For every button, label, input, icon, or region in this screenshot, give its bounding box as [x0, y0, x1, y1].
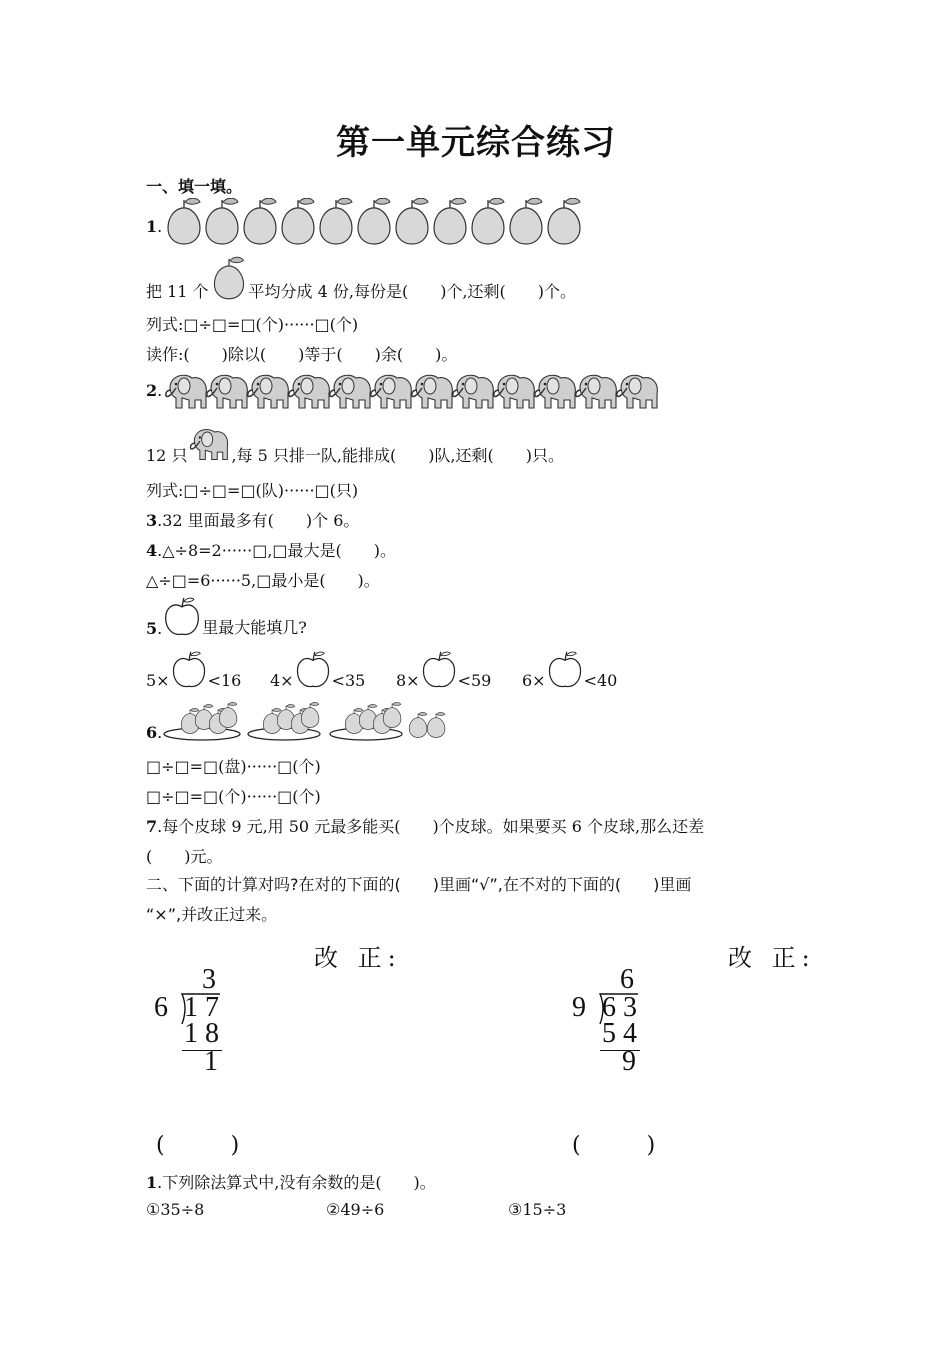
- q3-text: .32 里面最多有( )个 6。: [157, 511, 360, 530]
- q7-number: 7: [146, 817, 158, 836]
- remainder: 9: [622, 1046, 636, 1077]
- q3-number: 3: [146, 511, 158, 530]
- elephant-icon: [494, 375, 535, 408]
- elephant-icon: [166, 375, 207, 408]
- long-division-left: [150, 964, 240, 1076]
- product: 1 8: [184, 1018, 219, 1049]
- pear-images: [162, 198, 602, 248]
- pear-icon: [410, 712, 428, 737]
- answer-box-right[interactable]: ( ): [572, 1133, 656, 1158]
- quotient: 3: [202, 964, 216, 995]
- pear-icon: [358, 198, 390, 244]
- dividend: 1 7: [184, 992, 219, 1023]
- elephant-icon: [248, 375, 289, 408]
- q1-pear-row: 1 .: [146, 198, 602, 248]
- product: 5 4: [602, 1018, 637, 1049]
- pear-icon: [434, 198, 466, 244]
- correction-label-right: 改 正:: [728, 944, 816, 972]
- pear-icon: [244, 198, 276, 244]
- pear-icon: [396, 198, 428, 244]
- divisor: 9: [572, 992, 586, 1023]
- dividend: 6 3: [602, 992, 637, 1023]
- q2-formula: 列式:□÷□=□(队)······□(只): [146, 481, 359, 500]
- elephant-icon: [617, 375, 658, 408]
- apple-icon: [420, 648, 458, 690]
- apple-icon: [294, 648, 332, 690]
- q2-elephant-row: 2 .: [146, 364, 662, 412]
- pear-plates-image: [162, 698, 452, 742]
- elephant-icon: [576, 375, 617, 408]
- q5-item-3: 8× <59: [396, 648, 491, 690]
- page-title: 第一单元综合练习: [336, 123, 616, 163]
- q4-line1: [146, 538, 396, 561]
- q2-number: 2: [146, 381, 158, 400]
- q4-text-1: .△÷8=2······□,□最大是( )。: [157, 541, 397, 560]
- elephant-images: [162, 364, 662, 412]
- choice-q1-number: 1: [146, 1173, 158, 1192]
- q4-line2: △÷□=6······5,□最小是( )。: [146, 571, 380, 590]
- long-division-right: [568, 964, 658, 1076]
- remainder: 1: [204, 1046, 218, 1077]
- divisor: 6: [154, 992, 168, 1023]
- q6-line2: □÷□=□(个)······□(个): [146, 787, 321, 806]
- section2-line2: “×”,并改正过来。: [146, 905, 278, 924]
- plate-icon: [330, 702, 402, 740]
- plate-icon: [164, 702, 240, 740]
- choice-q1-text: .下列除法算式中,没有余数的是( )。: [157, 1173, 436, 1192]
- q5-heading: 5 . 里最大能填几?: [146, 594, 307, 638]
- q7-line2: ( )元。: [146, 847, 223, 866]
- elephant-icon: [453, 375, 494, 408]
- q5-item-2: 4× <35: [270, 648, 365, 690]
- q1-reading: 读作:( )除以( )等于( )余( )。: [146, 345, 458, 364]
- pear-icon: [472, 198, 504, 244]
- option-3[interactable]: ③15÷3: [508, 1200, 567, 1219]
- pear-icon: [206, 198, 238, 244]
- q2-question: [146, 420, 564, 466]
- q1-text-a: 把 11 个: [146, 282, 209, 301]
- choice-q1: [146, 1170, 436, 1193]
- q6-line1: □÷□=□(盘)······□(个): [146, 757, 321, 776]
- elephant-icon: [207, 375, 248, 408]
- apple-icon: [170, 648, 208, 690]
- q7-text-1: .每个皮球 9 元,用 50 元最多能买( )个皮球。如果要买 6 个皮球,那么还差: [157, 817, 705, 836]
- elephant-icon: [330, 375, 371, 408]
- plate-icon: [248, 702, 320, 740]
- option-2[interactable]: ②49÷6: [326, 1200, 385, 1219]
- pear-icon: [548, 198, 580, 244]
- q1-question: [146, 252, 576, 302]
- section2-line1: 二、下面的计算对吗?在对的下面的( )里画“√”,在不对的下面的( )里画: [146, 875, 692, 894]
- elephant-icon: [535, 375, 576, 408]
- q5-number: 5: [146, 619, 158, 638]
- q5-text: 里最大能填几?: [202, 618, 307, 637]
- elephant-icon: [289, 375, 330, 408]
- apple-icon: [162, 594, 202, 638]
- elephant-icon: [371, 375, 412, 408]
- q5-item-4: 6× <40: [522, 648, 617, 690]
- quotient: 6: [620, 964, 634, 995]
- pear-icon: [320, 198, 352, 244]
- correction-label-left: 改 正:: [314, 944, 402, 972]
- answer-box-left[interactable]: ( ): [156, 1133, 240, 1158]
- q3: [146, 508, 359, 531]
- apple-icon: [546, 648, 584, 690]
- section1-heading: 一、填一填。: [146, 177, 243, 196]
- pear-icon: [428, 712, 446, 737]
- q1-text-b: 平均分成 4 份,每份是( )个,还剩( )个。: [248, 282, 577, 301]
- pear-icon: [209, 252, 249, 302]
- q4-number: 4: [146, 541, 158, 560]
- pear-icon: [510, 198, 542, 244]
- elephant-icon: [187, 420, 231, 466]
- q2-text-a: 12 只: [146, 446, 188, 465]
- q2-text-b: ,每 5 只排一队,能排成( )队,还剩( )只。: [231, 446, 565, 465]
- q6-images-row: 6 .: [146, 698, 452, 742]
- pear-icon: [168, 198, 200, 244]
- q1-number: 1: [146, 217, 158, 236]
- q7-line1: [146, 814, 704, 837]
- pear-icon: [282, 198, 314, 244]
- elephant-icon: [412, 375, 453, 408]
- q5-item-1: 5× <16: [146, 648, 241, 690]
- option-1[interactable]: ①35÷8: [146, 1200, 205, 1219]
- q1-formula: 列式:□÷□=□(个)······□(个): [146, 315, 359, 334]
- q6-number: 6: [146, 723, 158, 742]
